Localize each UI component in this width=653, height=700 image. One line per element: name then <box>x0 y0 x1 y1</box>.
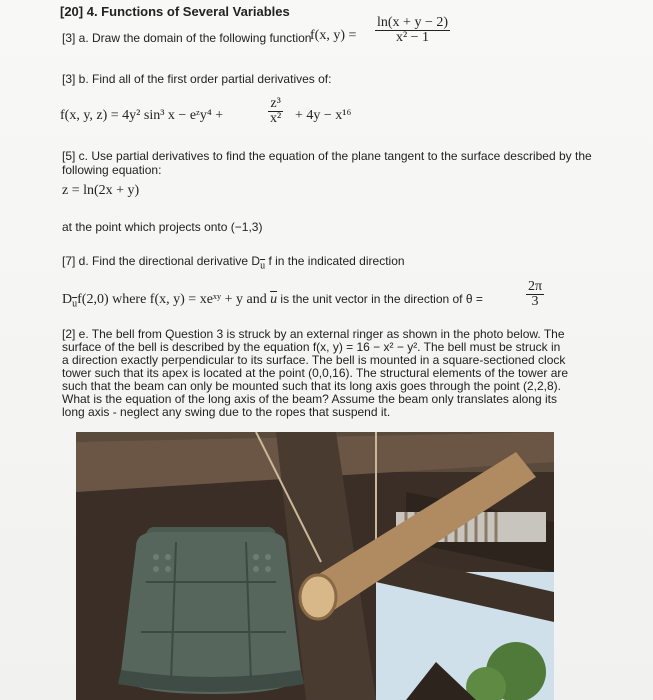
part-e-line-5: such that the beam can only be mounted such that its long axis goes through the point (2,2,8). <box>62 379 561 393</box>
part-b-frac-numerator: z³ <box>268 97 283 112</box>
part-c-label: [5] c. Use partial derivatives to find the equation of the plane tangent to the surface described by the following equation: <box>62 149 592 177</box>
part-d-unit-vector: $\overline{u}$ <box>270 292 278 307</box>
part-d-expr-rest: f(2,0) where f(x, y) = xeˣʸ + y and <box>77 292 267 307</box>
part-d-expr-d: D <box>62 292 73 307</box>
part-d-label-sub: u <box>260 260 266 272</box>
part-d-expr-sub: u <box>72 298 78 310</box>
part-b-equation-start: f(x, y, z) = 4y² sin³ x − eᶻy⁴ + <box>60 108 224 123</box>
part-b-equation-end: + 4y − x¹⁶ <box>295 108 352 123</box>
part-e-line-6: What is the equation of the long axis of the beam? Assume the beam only translates along its <box>62 392 557 406</box>
part-a-denominator: x² − 1 <box>395 30 430 45</box>
part-a-label: [3] a. Draw the domain of the following function <box>62 31 312 45</box>
bell-photo <box>76 432 554 700</box>
part-d-label <box>62 254 405 273</box>
bell-photo-illustration <box>76 432 554 700</box>
part-e-line-7: long axis - neglect any swing due to the ropes that suspend it. <box>62 405 391 419</box>
part-e-line-3: a direction exactly perpendicular to its surface. The bell is mounted in a square-sectioned clock <box>62 353 566 367</box>
part-d-label-end: f in the indicated direction <box>268 254 405 268</box>
part-e-line-1: [2] e. The bell from Question 3 is struck by an external ringer as shown in the photo below. The <box>62 327 565 341</box>
part-d-theta-fraction <box>526 280 544 309</box>
theta-numerator: 2π <box>528 279 543 294</box>
part-c-point-text: at the point which projects onto (−1,3) <box>62 220 263 234</box>
part-b-fraction <box>268 97 283 126</box>
part-d-label-text: [7] d. Find the directional derivative D <box>62 254 261 268</box>
part-e-line-2: surface of the bell is described by the equation f(x, y) = 16 − x² − y². The bell must be struck in <box>62 340 561 354</box>
part-c-equation: z = ln(2x + y) <box>62 183 140 198</box>
section-title: [20] 4. Functions of Several Variables <box>60 4 290 19</box>
part-a-lhs: f(x, y) = <box>310 28 357 43</box>
part-b-frac-denominator: x² <box>270 111 282 126</box>
part-d-expression <box>62 292 483 311</box>
part-a-fraction <box>375 16 450 45</box>
part-d-direction-text: is the unit vector in the direction of θ = <box>280 292 483 306</box>
part-b-label: [3] b. Find all of the first order partial derivatives of: <box>62 72 332 86</box>
theta-denominator: 3 <box>531 294 539 309</box>
part-e-line-4: tower such that its apex is located at the point (0,0,16). The structural elements of the tower are <box>62 366 569 380</box>
part-a-numerator: ln(x + y − 2) <box>377 15 449 30</box>
